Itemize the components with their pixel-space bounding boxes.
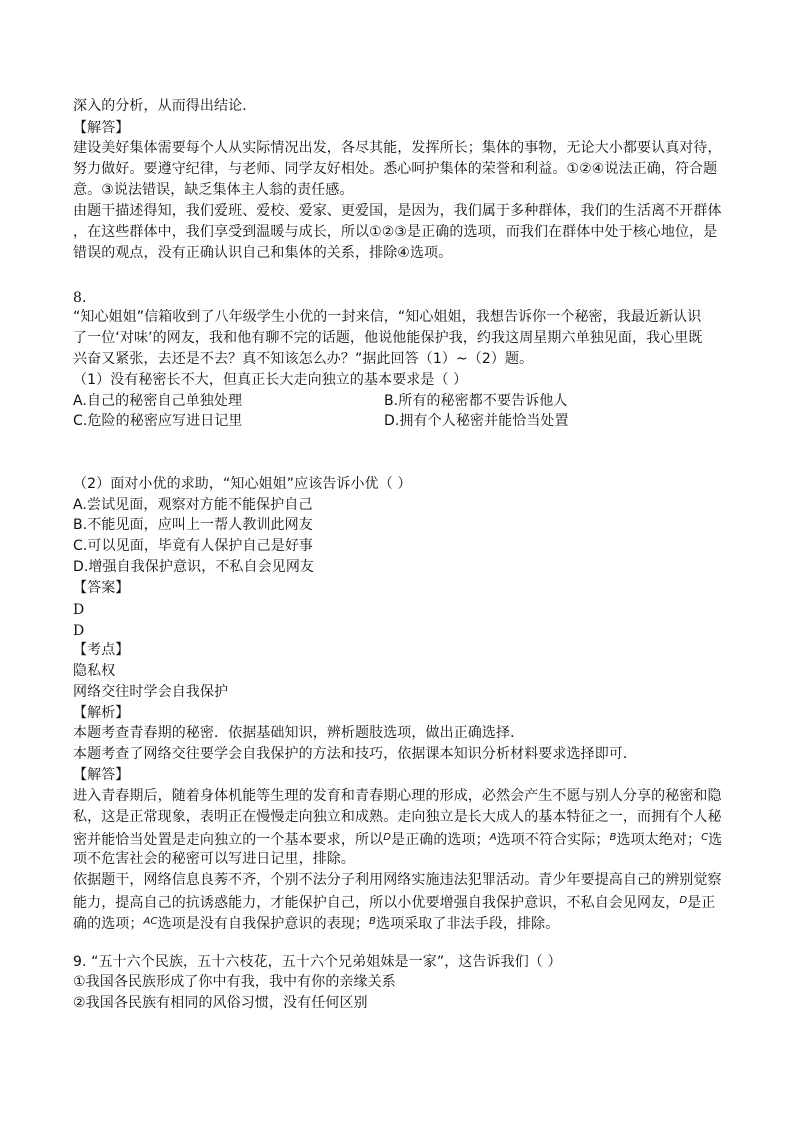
answer-value: D bbox=[73, 623, 85, 639]
jiexi-text: 本题考查青春期的秘密．依据基础知识，辨析题肢选项，做出正确选择． bbox=[73, 725, 525, 741]
option-row bbox=[73, 411, 733, 431]
statement-1: ①我国各民族形成了你中有我，我中有你的亲缘关系 bbox=[73, 974, 396, 990]
option-a: A.尝试见面，观察对方能不能保护自己 bbox=[73, 497, 313, 513]
jieda-text: 依据题干，网络信息良莠不齐，个别不法分子利用网络实施违法犯罪活动。青少年要提高自己的辨别觉察 bbox=[73, 872, 722, 888]
answer-text: 由题干描述得知，我们爱班、爱校、爱家、更爱国，是因为，我们属于多种群体，我们的生活离不开群体 bbox=[73, 203, 722, 219]
option-letter: D bbox=[679, 895, 688, 906]
answer-text: 努力做好。要遵守纪律，与老师、同学友好相处。悉心呵护集体的荣誉和利益。①②④说法正确，符合题 bbox=[73, 161, 718, 177]
jieda-text: 进入青春期后，随着身体机能等生理的发育和青春期心理的形成，必然会产生不愿与别人分享的秘密和隐 bbox=[73, 788, 722, 804]
answer-value: D bbox=[73, 602, 85, 618]
jieda-text-segment: 密并能恰当处置是走向独立的一个基本要求，所以 bbox=[73, 832, 384, 848]
jieda-text-segment: 选项是没有自我保护意识的表现； bbox=[157, 916, 370, 932]
sub-question-stem: （2）面对小优的求助，“知心姐姐”应该告诉小优（ ） bbox=[73, 476, 412, 492]
jieda-text-segment: 选项采取了非法手段，排除。 bbox=[376, 916, 560, 932]
kaodian-heading: 【考点】 bbox=[73, 642, 130, 658]
option-letter: AC bbox=[143, 916, 158, 927]
option-letter: B bbox=[609, 832, 617, 843]
answer-heading: 【解答】 bbox=[73, 120, 130, 136]
jieda-text-segment: 是正确的选项； bbox=[391, 832, 490, 848]
jieda-text bbox=[73, 912, 733, 934]
jieda-text-segment: 选项不符合实际； bbox=[496, 832, 610, 848]
question-stem: 了一位‘对味’的网友，我和他有聊不完的话题，他说他能保护我，约我这周星期六单独见面，我心里既 bbox=[73, 330, 703, 346]
analysis-text: 深入的分析，从而得出结论． bbox=[73, 98, 257, 114]
question-number: 8. bbox=[73, 290, 87, 306]
answer-text: 建设美好集体需要每个人从实际情况出发，各尽其能，发挥所长；集体的事物，无论大小都要认真对待， bbox=[73, 140, 722, 156]
option-letter: A bbox=[489, 832, 497, 843]
option-b: B.不能见面，应叫上一帮人教训此网友 bbox=[73, 517, 313, 533]
kaodian-text: 网络交往时学会自我保护 bbox=[73, 684, 229, 700]
question-stem: “知心姐姐”信箱收到了八年级学生小优的一封来信，“知心姐姐，我想告诉你一个秘密，我最近新认识 bbox=[73, 309, 702, 325]
option-d: D.拥有个人秘密并能恰当处置 bbox=[384, 413, 569, 429]
jieda-text: 项不危害社会的秘密可以写进日记里，排除。 bbox=[73, 851, 355, 867]
option-c: C.可以见面，毕竟有人保护自己是好事 bbox=[73, 538, 314, 554]
sub-question-stem: （1）没有秘密长不大，但真正长大走向独立的基本要求是（ ） bbox=[73, 372, 468, 388]
jieda-text-segment: 能力，提高自己的抗诱惑能力，才能保护自己，所以小优要增强自我保护意识，不私自会见网友， bbox=[73, 895, 680, 911]
option-letter: C bbox=[701, 832, 709, 843]
question-stem: 兴奋又紧张，去还是不去？真不知该怎么办？”据此回答（1）~（2）题。 bbox=[73, 351, 534, 367]
answer-text: ，在这些群体中，我们享受到温暖与成长，所以①②③是正确的选项，而我们在群体中处于核心地位，是 bbox=[73, 224, 718, 240]
option-d: D.增强自我保护意识，不私自会见网友 bbox=[73, 559, 315, 575]
option-letter: D bbox=[383, 832, 392, 843]
jiexi-heading: 【解析】 bbox=[73, 705, 130, 721]
kaodian-text: 隐私权 bbox=[73, 663, 116, 679]
option-b: B.所有的秘密都不要告诉他人 bbox=[384, 393, 568, 409]
jieda-text-segment: 选项太绝对； bbox=[616, 832, 702, 848]
answer-text: 意。③说法错误，缺乏集体主人翁的责任感。 bbox=[73, 182, 354, 198]
answer-heading: 【答案】 bbox=[73, 580, 130, 596]
jieda-text bbox=[73, 828, 733, 850]
jieda-text-segment: 选 bbox=[708, 832, 723, 848]
option-c: C.危险的秘密应写进日记里 bbox=[73, 413, 243, 429]
jieda-text-segment: 是正 bbox=[687, 895, 716, 911]
jieda-text: 私，这是正常现象，表明正在慢慢走向独立和成熟。走向独立是长大成人的基本特征之一，而拥有个人秘 bbox=[73, 809, 722, 825]
jieda-heading: 【解答】 bbox=[73, 767, 130, 783]
jiexi-text: 本题考查了网络交往要学会自我保护的方法和技巧，依据课本知识分析材料要求选择即可． bbox=[73, 746, 637, 762]
jieda-text bbox=[73, 891, 733, 913]
answer-text: 错误的观点，没有正确认识自己和集体的关系，排除④选项。 bbox=[73, 245, 453, 261]
jieda-text-segment: 确的选项； bbox=[73, 916, 144, 932]
question-stem: 9. “五十六个民族，五十六枝花，五十六个兄弟姐妹是一家”，这告诉我们（ ） bbox=[73, 954, 562, 970]
option-letter: B bbox=[369, 916, 376, 927]
statement-2: ②我国各民族有相同的风俗习惯，没有任何区别 bbox=[73, 995, 368, 1011]
option-a: A.自己的秘密自己单独处理 bbox=[73, 393, 243, 409]
option-row bbox=[73, 391, 733, 411]
